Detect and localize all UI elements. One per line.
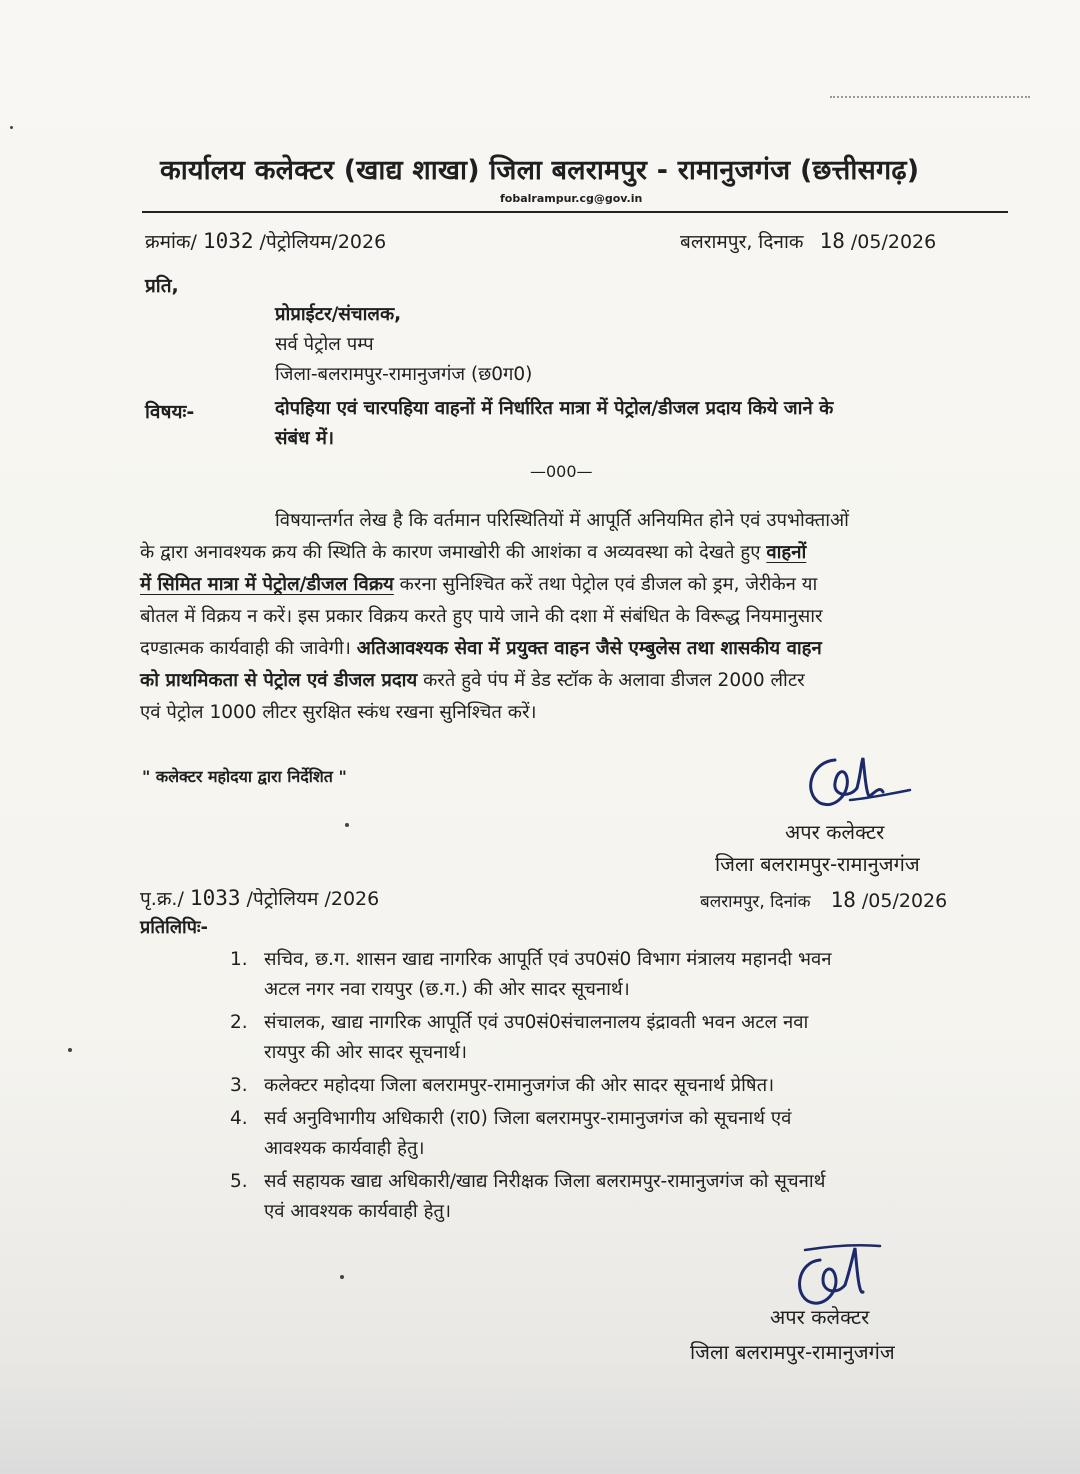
place-date-prefix: बलरामपुर, दिनाक <box>680 231 804 253</box>
date-day-handwritten: 18 <box>819 229 845 253</box>
body-emphasis: में सिमित मात्रा में पेट्रोल/डीजल विक्रय <box>140 574 394 595</box>
list-item <box>230 1167 1030 1227</box>
copy-date-day-handwritten: 18 <box>830 888 856 912</box>
subject-line: दोपहिया एवं चारपहिया वाहनों में निर्धारित मात्रा में पेट्रोल/डीजल प्रदाय किये जाने के <box>275 398 834 419</box>
ref-suffix: /पेट्रोलियम/2026 <box>259 231 387 253</box>
body-emphasis: को प्राथमिकता से पेट्रोल एवं डीजल प्रदाय <box>140 670 418 691</box>
body-emphasis: अतिआवश्यक सेवा में प्रयुक्त वाहन जैसे एम्बुलेस तथा शासकीय वाहन <box>356 638 822 659</box>
copy-ref-prefix: पृ.क्र./ <box>140 888 184 910</box>
list-number: 1. <box>230 949 248 970</box>
copy-place-date-prefix: बलरामपुर, दिनांक <box>700 892 811 912</box>
list-line: सचिव, छ.ग. शासन खाद्य नागरिक आपूर्ति एवं उप0सं0 विभाग मंत्रालय महानदी भवन <box>264 949 832 970</box>
copy-signatory-title: अपर कलेक्टर <box>770 1305 870 1329</box>
copy-ref-suffix: /पेट्रोलियम /2026 <box>246 888 380 910</box>
body-line: विषयान्तर्गत लेख है कि वर्तमान परिस्थितियों में आपूर्ति अनियमित होने एवं उपभोक्ताओं <box>275 510 849 531</box>
subject-label: विषयः- <box>145 401 195 423</box>
recipient-line: सर्व पेट्रोल पम्प <box>275 334 374 355</box>
top-dotted-line <box>830 96 1030 98</box>
place-date <box>680 228 936 254</box>
list-line: सर्व अनुविभागीय अधिकारी (रा0) जिला बलरामपुर-रामानुजगंज को सूचनार्थ एवं <box>264 1108 792 1129</box>
cc-label: प्रतिलिपिः- <box>140 917 209 938</box>
body-text: करना सुनिश्चित करें तथा पेट्रोल एवं डीजल को ड्रम, जेरीकेन या <box>393 574 818 595</box>
body-text: के द्वारा अनावश्यक क्रय की स्थिति के कारण जमाखोरी की आशंका व अव्यवस्था को देखते हुए <box>140 542 767 563</box>
list-line: सर्व सहायक खाद्य अधिकारी/खाद्य निरीक्षक जिला बलरामपुर-रामानुजगंज को सूचनार्थ <box>264 1171 826 1192</box>
cc-list <box>230 945 1030 1230</box>
list-item <box>230 1071 1030 1101</box>
signature-image <box>795 748 935 823</box>
scan-speck <box>340 1275 344 1279</box>
list-line: संचालक, खाद्य नागरिक आपूर्ति एवं उप0सं0संचालनालय इंद्रावती भवन अटल नवा <box>264 1012 809 1033</box>
to-label: प्रति, <box>145 275 179 297</box>
office-header: कार्यालय कलेक्टर (खाद्य शाखा) जिला बलरामपुर - रामानुजगंज (छत्तीसगढ़) <box>160 155 920 186</box>
scan-speck <box>345 823 349 827</box>
list-line: कलेक्टर महोदया जिला बलरामपुर-रामानुजगंज की ओर सादर सूचनार्थ प्रेषित। <box>264 1075 775 1096</box>
copy-reference-number <box>140 885 379 911</box>
signatory-district: जिला बलरामपुर-रामानुजगंज <box>715 852 920 876</box>
recipient-block <box>275 300 532 390</box>
list-text <box>264 1167 825 1227</box>
reference-number <box>145 228 386 254</box>
copy-signatory-district: जिला बलरामपुर-रामानुजगंज <box>690 1340 895 1364</box>
list-text <box>264 1008 808 1068</box>
subject-line: संबंध में। <box>275 428 334 449</box>
list-text <box>264 1071 774 1101</box>
date-rest: /05/2026 <box>850 231 937 253</box>
list-number: 3. <box>230 1075 248 1096</box>
separator: —000— <box>530 462 593 481</box>
directive-note: " कलेक्टर महोदया द्वारा निर्देशित " <box>142 767 347 786</box>
recipient-line: जिला-बलरामपुर-रामानुजगंज (छ0ग0) <box>275 364 533 385</box>
list-line: एवं आवश्यक कार्यवाही हेतु। <box>264 1201 451 1222</box>
body-text: दण्डात्मक कार्यवाही की जावेगी। <box>140 638 357 659</box>
list-number: 5. <box>230 1171 248 1192</box>
list-text <box>264 945 832 1005</box>
header-rule <box>142 211 1008 213</box>
list-line: आवश्यक कार्यवाही हेतु। <box>264 1138 425 1159</box>
copy-place-date <box>700 888 947 912</box>
body-emphasis: वाहनों <box>766 542 807 563</box>
body-line <box>140 665 1020 697</box>
list-line: अटल नगर नवा रायपुर (छ.ग.) की ओर सादर सूचनार्थ। <box>264 979 630 1000</box>
office-email: fobalrampur.cg@gov.in <box>500 192 643 205</box>
recipient-line: प्रोप्राईटर/संचालक, <box>275 304 402 325</box>
copy-ref-number-handwritten: 1033 <box>189 886 241 910</box>
copy-date-rest: /05/2026 <box>861 890 948 912</box>
scan-speck <box>68 1048 72 1052</box>
body-line <box>140 569 1020 601</box>
scan-speck <box>10 126 13 129</box>
signatory-title: अपर कलेक्टर <box>785 820 885 844</box>
body-text: करते हुवे पंप में डेड स्टॉक के अलावा डीजल 2000 लीटर <box>417 670 805 691</box>
list-line: रायपुर की ओर सादर सूचनार्थ। <box>264 1042 468 1063</box>
ref-prefix: क्रमांक/ <box>145 231 197 253</box>
body-line: एवं पेट्रोल 1000 लीटर सुरक्षित स्कंध रखना सुनिश्चित करें। <box>140 702 537 723</box>
body-line <box>140 633 1020 665</box>
body-line: बोतल में विक्रय न करें। इस प्रकार विक्रय करते हुए पाये जाने की दशा में संबंधित के विरूद्ध नियमानुसार <box>140 606 823 627</box>
list-number: 4. <box>230 1108 248 1129</box>
body-line <box>140 537 1020 569</box>
list-item <box>230 1008 1030 1068</box>
body-paragraph <box>140 505 1020 729</box>
ref-number-handwritten: 1032 <box>202 229 254 253</box>
list-number: 2. <box>230 1012 248 1033</box>
list-item <box>230 945 1030 1005</box>
subject-text <box>275 394 833 454</box>
list-text <box>264 1104 791 1164</box>
list-item <box>230 1104 1030 1164</box>
